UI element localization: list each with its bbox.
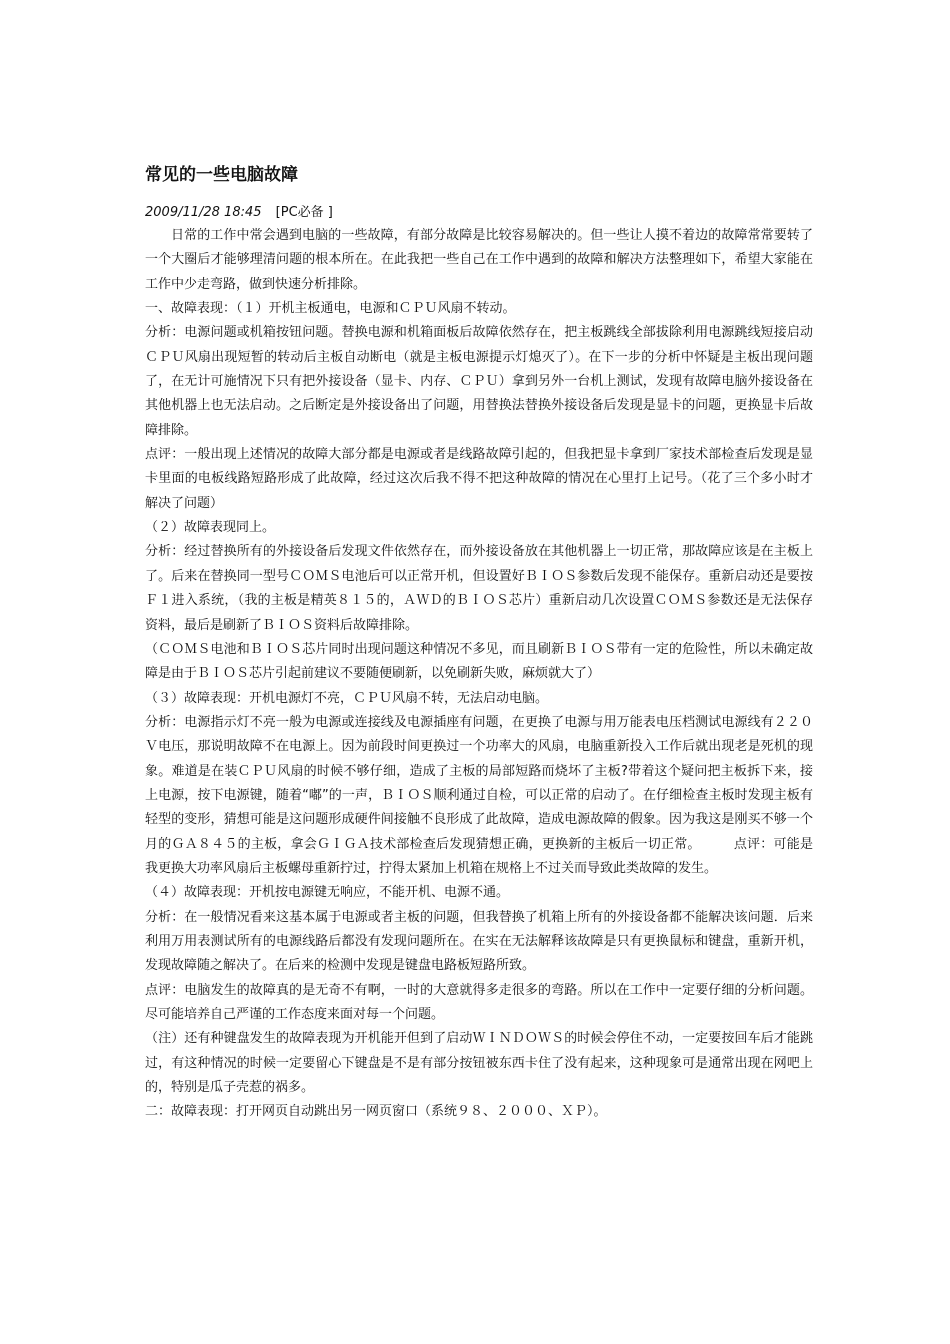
fault-3-analysis: 分析：电源指示灯不亮一般为电源或连接线及电源插座有问题，在更换了电源与用万能表电压档测试电源线有２２０Ｖ电压，那说明故障不在电源上。因为前段时间更换过一个功率大的风扇，电脑重新投入工作后就出现老是死机的现象。难道是在装ＣＰＵ风扇的时候不够仔细，造成了主板的局部短路而烧坏了主板?带着这个疑问把主板拆下来，接上电源，按下电源键，随着“嘟”的一声，ＢＩＯＳ顺利通过自检，可以正常的启动了。在仔细检查主板时发现主板有轻型的变形，猜想可能是这问题形成硬件间接触不良形成了此故障，造成电源故障的假象。因为我这是刚买不够一个月的ＧＡ８４５的主板，拿会ＧＩＧＡ技术部检查后发现猜想正确，更换新的主板后一切正常。 点评：可能是我更换大功率风扇后主板螺母重新拧过，拧得太紧加上机箱在规格上不过关而导致此类故障的发生。 (145, 714, 813, 876)
article-body (145, 224, 813, 1125)
section-2-heading: 二：故障表现：打开网页自动跳出另一网页窗口（系统９８、２０００、ＸＰ）。 (145, 1104, 607, 1120)
fault-1-heading: 一、故障表现：（１）开机主板通电，电源和ＣＰＵ风扇不转动。 (145, 301, 516, 317)
article-title: 常见的一些电脑故障 (145, 165, 298, 185)
keyboard-note: （注）还有种键盘发生的故障表现为开机能开但到了启动ＷＩＮＤＯＷＳ的时候会停住不动，一定要按回车后才能跳过，有这种情况的时候一定要留心下键盘是不是有部分按钮被东西卡住了没有起来，这种现象可是通常出现在网吧上的，特别是瓜子壳惹的祸多。 (145, 1031, 813, 1096)
fault-3-heading: （３）故障表现：开机电源灯不亮，ＣＰＵ风扇不转，无法启动电脑。 (145, 690, 549, 706)
fault-1-analysis: 分析：电源问题或机箱按钮问题。替换电源和机箱面板后故障依然存在，把主板跳线全部拔除利用电源跳线短接启动ＣＰＵ风扇出现短暂的转动后主板自动断电（就是主板电源提示灯熄灭了）。在下一步的分析中怀疑是主板出现问题了，在无计可施情况下只有把外接设备（显卡、内存、ＣＰＵ）拿到另外一台机上测试，发现有故障电脑外接设备在其他机器上也无法启动。之后断定是外接设备出了问题，用替换法替换外接设备后发现是显卡的问题，更换显卡后故障排除。 (145, 325, 813, 438)
fault-4-heading: （４）故障表现：开机按电源键无响应，不能开机、电源不通。 (145, 885, 510, 901)
article-meta (145, 203, 333, 223)
fault-4-comment: 点评：电脑发生的故障真的是无奇不有啊，一时的大意就得多走很多的弯路。所以在工作中一定要仔细的分析问题。尽可能培养自己严谨的工作态度来面对每一个问题。 (145, 982, 813, 1022)
post-category: [PC必备 ] (275, 205, 333, 220)
fault-4-analysis: 分析：在一般情况看来这基本属于电源或者主板的问题，但我替换了机箱上所有的外接设备都不能解决该问题．后来利用万用表测试所有的电源线路后都没有发现问题所在。在实在无法解释该故障是只有更换鼠标和键盘，重新开机，发现故障随之解决了。在后来的检测中发现是键盘电路板短路所致。 (145, 909, 813, 974)
fault-2-note: （ＣＯＭＳ电池和ＢＩＯＳ芯片同时出现问题这种情况不多见，而且刷新ＢＩＯＳ带有一定的危险性，所以未确定故障是由于ＢＩＯＳ芯片引起前建议不要随便刷新，以免刷新失败，麻烦就大了） (145, 641, 813, 682)
intro-paragraph: 日常的工作中常会遇到电脑的一些故障，有部分故障是比较容易解决的。但一些让人摸不着边的故障常常要转了一个大圈后才能够理清问题的根本所在。在此我把一些自己在工作中遇到的故障和解决方法整理如下，希望大家能在工作中少走弯路，做到快速分析排除。 (145, 228, 813, 292)
fault-2-heading: （２）故障表现同上。 (145, 520, 276, 536)
fault-2-analysis: 分析：经过替换所有的外接设备后发现文件依然存在，而外接设备放在其他机器上一切正常，那故障应该是在主板上了。后来在替换同一型号ＣＯＭＳ电池后可以正常开机，但设置好ＢＩＯＳ参数后发现不能保存。重新启动还是要按Ｆ１进入系统，（我的主板是精英８１５的，ＡＷＤ的ＢＩＯＳ芯片）重新启动几次设置ＣＯＭＳ参数还是无法保存资料，最后是刷新了ＢＩＯＳ资料后故障排除。 (145, 544, 813, 633)
post-date: 2009/11/28 18:45 (145, 205, 262, 220)
fault-1-comment: 点评：一般出现上述情况的故障大部分都是电源或者是线路故障引起的，但我把显卡拿到厂家技术部检查后发现是显卡里面的电板线路短路形成了此故障，经过这次后我不得不把这种故障的情况在心里打上记号。（花了三个多小时才解决了问题） (145, 447, 813, 511)
